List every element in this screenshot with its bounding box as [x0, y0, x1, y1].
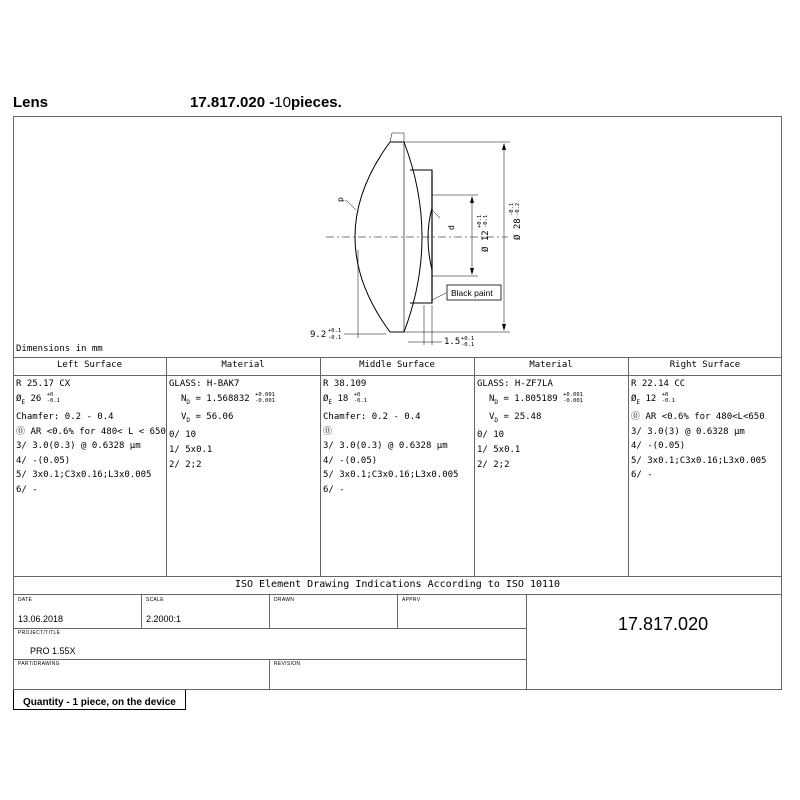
edge-tol-down: -0.1: [461, 342, 475, 348]
approved-label: APPRV: [402, 597, 421, 603]
part-number: 17.817.020 -: [190, 94, 275, 111]
label-p: p: [336, 197, 345, 202]
right-element-profile: [410, 170, 432, 303]
material-1-spec: GLASS: H-BAK7 $N_D = 1.568832 +0.001$ -0.001 $V_D = 56.06$ 0/ 10 1/ 5x0.1 2/ 2;2: [169, 379, 275, 470]
material-2-spec: GLASS: H-ZF7LA $N_D = 1.805189 +0.001$ -0.001 $V_D = 25.48$ 0/ 10 1/ 5x0.1 2/ 2;2: [477, 379, 583, 470]
revision-label: REVISION: [274, 661, 301, 667]
scale-label: SCALE: [146, 597, 164, 603]
col-right-surface: Right Surface: [669, 360, 741, 370]
left-surface-spec: R 25.17 CX $Ø_E$ 26 +0 -0.1 Chamfer: 0.2 - 0.4 ⓪ AR <0.6% for 480< L < 650 3/ 3.0(0.3) @ 0.6328 µm 4/ -(0.05) 5/ 3x0.1;C3x0.16;L3x0.005 6/ -: [16, 379, 166, 495]
dimensions-note: Dimensions in mm: [16, 344, 103, 354]
coating-icon: ⓪: [16, 426, 26, 437]
part-drawing-label: PART/DRAWING: [18, 661, 60, 667]
project-label: PROJECT/TITLE: [18, 630, 61, 636]
col-left-surface: Left Surface: [56, 360, 123, 370]
date-label: DATE: [18, 597, 33, 603]
thickness-tol-down: -0.1: [328, 335, 342, 341]
inner-tol-up: +0.1: [477, 214, 483, 228]
edge-thickness-dimension: 1.5: [444, 337, 461, 347]
drawn-label: DRAWN: [274, 597, 295, 603]
iso-standard-note: ISO Element Drawing Indications According to ISO 10110: [234, 579, 561, 590]
inner-diameter-dimension: Ø 12: [481, 230, 491, 252]
thickness-tol-up: +0.1: [328, 328, 342, 334]
coating-icon: ⓪: [323, 426, 333, 437]
quantity-suffix: pieces.: [290, 94, 342, 111]
quantity-note: Quantity - 1 piece, on the device: [13, 690, 186, 710]
date-value: 13.06.2018: [18, 614, 64, 624]
outer-tol-up: -0.1: [509, 202, 515, 216]
quantity-number: 10: [274, 94, 291, 111]
item-title: Lens: [13, 94, 49, 111]
col-material-1: Material: [221, 360, 265, 370]
project-value: PRO 1.55X: [30, 646, 76, 656]
col-material-2: Material: [529, 360, 573, 370]
scale-value: 2.2000:1: [146, 614, 182, 624]
edge-tol-up: +0.1: [461, 336, 475, 342]
col-middle-surface: Middle Surface: [359, 360, 435, 370]
inner-tol-down: -0.1: [483, 214, 489, 228]
black-paint-label: Black paint: [451, 288, 493, 298]
outer-tol-down: -0.2: [515, 202, 521, 216]
middle-surface-spec: R 38.109 $Ø_E$ 18 +0 -0.1 Chamfer: 0.2 - 0.4 ⓪ 3/ 3.0(0.3) @ 0.6328 µm 4/ -(0.05) 5/ 3x0.1;C3x0.16;L3x0.005 6/ -: [323, 379, 459, 495]
drawing-number: 17.817.020: [618, 614, 709, 634]
thickness-dimension: 9.2: [310, 330, 327, 340]
outer-diameter-dimension: Ø 28: [513, 218, 523, 240]
label-d: d: [447, 225, 456, 230]
right-surface-spec: R 22.14 CC $Ø_E$ 12 +0 -0.1 ⓪ AR <0.6% for 480<L<650 3/ 3.0(3) @ 0.6328 µm 4/ -(0.05) 5/ 3x0.1;C3x0.16;L3x0.005 6/ -: [631, 379, 767, 481]
coating-icon: ⓪: [631, 411, 641, 422]
